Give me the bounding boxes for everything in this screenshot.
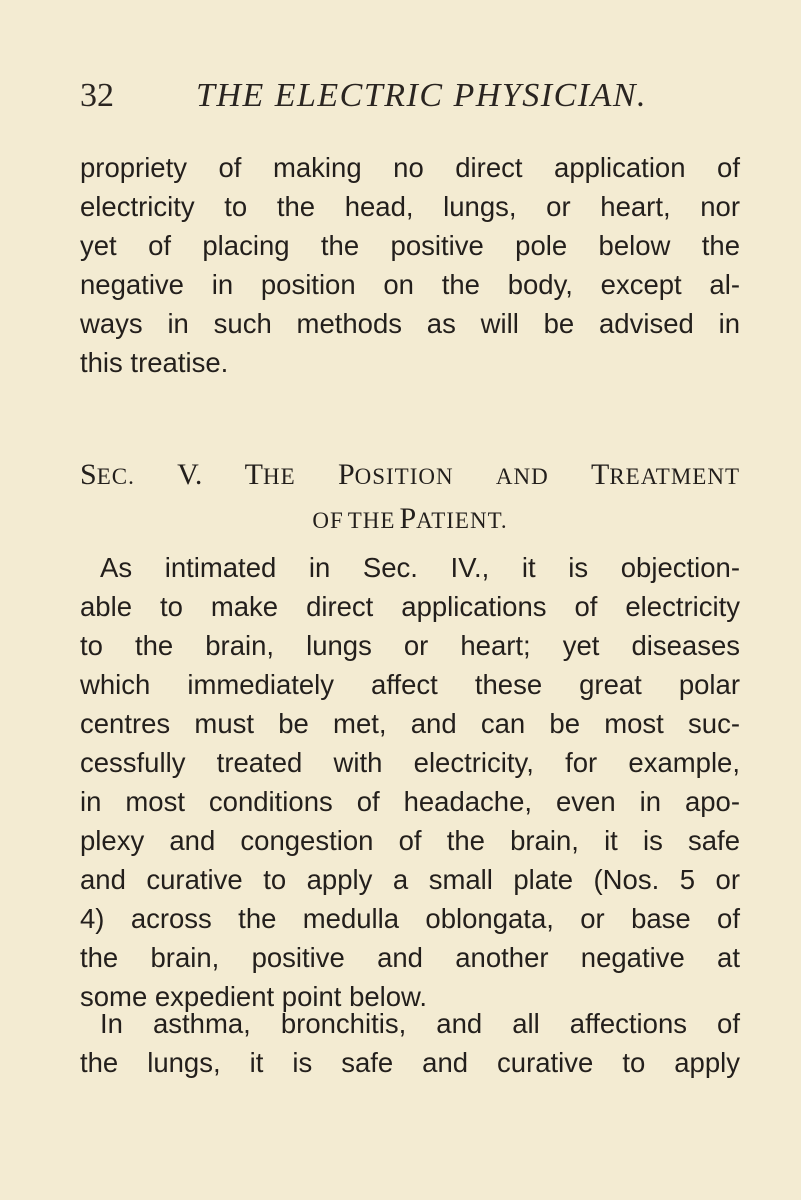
text-line: this treatise. (80, 347, 229, 378)
text-line: 4) across the medulla oblongata, or base of (80, 903, 740, 934)
text-line: plexy and congestion of the brain, it is safe (80, 825, 740, 856)
text-line: yet of placing the positive pole below the (80, 230, 740, 261)
running-title: THE ELECTRIC PHYSICIAN. (196, 77, 648, 114)
text-line: propriety of making no direct application of (80, 152, 740, 183)
text-line: and curative to apply a small plate (Nos. 5 or (80, 864, 740, 895)
text-line: centres must be met, and can be most suc- (80, 708, 740, 739)
text-line: which immediately affect these great polar (80, 669, 740, 700)
heading-word: THE (244, 458, 296, 491)
paragraph-propriety (80, 148, 740, 382)
heading-word: SEC. (80, 458, 135, 491)
running-head (80, 76, 760, 116)
text-line: In asthma, bronchitis, and all affections of (100, 1008, 740, 1039)
text-line: the lungs, it is safe and curative to apply (80, 1047, 740, 1078)
heading-word: AND (495, 464, 549, 489)
section-heading-line (80, 497, 740, 541)
section-heading (80, 453, 740, 541)
text-line: to the brain, lungs or heart; yet diseases (80, 630, 740, 661)
section-heading-line (80, 453, 740, 497)
text-line: cessfully treated with electricity, for example, (80, 747, 740, 778)
heading-word: V. (177, 458, 203, 491)
page-number: 32 (80, 77, 114, 114)
paragraph-intimated (80, 548, 740, 1016)
text-line: able to make direct applications of electricity (80, 591, 740, 622)
heading-word: OF (312, 508, 344, 533)
text-line: negative in position on the body, except al- (80, 269, 740, 300)
heading-word: TREATMENT (591, 458, 740, 491)
text-line: electricity to the head, lungs, or heart, nor (80, 191, 740, 222)
text-line: the brain, positive and another negative at (80, 942, 740, 973)
paragraph-asthma (80, 1004, 740, 1082)
text-line: in most conditions of headache, even in apo- (80, 786, 740, 817)
heading-word: PATIENT. (399, 502, 508, 535)
text-line: ways in such methods as will be advised in (80, 308, 740, 339)
heading-word: THE (347, 508, 396, 533)
heading-word: POSITION (337, 458, 454, 491)
text-line: As intimated in Sec. IV., it is objection- (100, 552, 740, 583)
text-line: some expedient point below. (80, 981, 428, 1012)
